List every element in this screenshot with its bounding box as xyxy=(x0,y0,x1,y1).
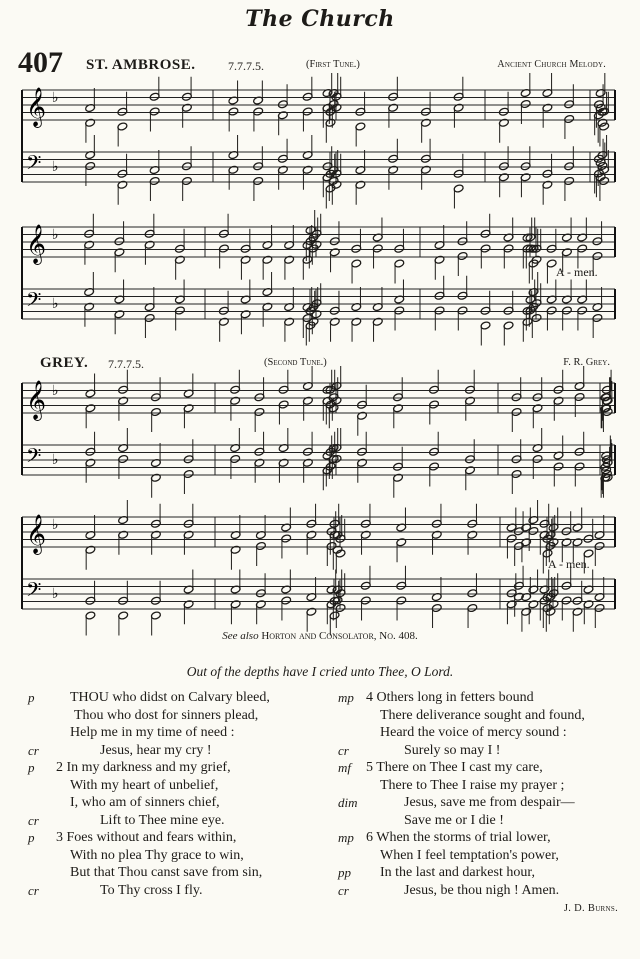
dynamic-marking: cr xyxy=(338,742,349,758)
dynamic-marking: mf xyxy=(338,760,351,775)
verse-line xyxy=(30,794,330,812)
tune-meter: 7.7.7.5. xyxy=(228,59,264,73)
verse-text: In the last and darkest hour, xyxy=(380,865,535,880)
composer-credit: F. R. Grey. xyxy=(563,357,610,368)
verse-line xyxy=(340,759,630,777)
verse-text: To Thy cross I fly. xyxy=(100,882,203,898)
verse-line xyxy=(340,794,630,812)
verse-text: Lift to Thee mine eye. xyxy=(100,812,225,828)
verse-line xyxy=(30,777,330,795)
dynamic-marking: mp xyxy=(338,830,354,845)
amen-lyric: A - men. xyxy=(548,557,590,571)
verse-text: There to Thee I raise my prayer ; xyxy=(380,777,565,793)
verse-text: Surely so may I ! xyxy=(404,742,501,758)
see-also-label: See also xyxy=(222,630,259,642)
verse-text: 6 When the storms of trial lower, xyxy=(366,830,551,845)
verse-line xyxy=(340,724,630,742)
verse-text: When I feel temptation's power, xyxy=(380,847,559,863)
verse-line xyxy=(340,742,630,760)
bass-clef-icon: 𝄢 xyxy=(26,288,42,316)
scripture-heading: Out of the depths have I cried unto Thee, O Lord. xyxy=(186,664,454,679)
treble-clef-icon: 𝄞 xyxy=(26,224,47,264)
verse-line xyxy=(30,882,330,900)
dynamic-marking: cr xyxy=(28,812,39,828)
verse-text: Jesus, be thou nigh ! Amen. xyxy=(404,882,560,898)
verse-text: I, who am of sinners chief, xyxy=(70,795,220,810)
flat-sign-icon: ♭ xyxy=(52,586,59,602)
verses-left-column xyxy=(30,689,330,899)
tune-name-grey: GREY. xyxy=(40,355,89,371)
verse-text: THOU who didst on Calvary bleed, xyxy=(70,690,270,705)
verse-text: 5 There on Thee I cast my care, xyxy=(366,760,543,775)
dynamic-marking: dim xyxy=(338,795,358,810)
see-also-note xyxy=(0,630,640,642)
treble-clef-icon: 𝄞 xyxy=(26,87,47,127)
bass-clef-icon: 𝄢 xyxy=(26,578,42,606)
verse-line xyxy=(30,759,330,777)
flat-sign-icon: ♭ xyxy=(52,296,59,312)
verse-text: Save me or I die ! xyxy=(404,812,504,828)
verse-line xyxy=(30,812,330,830)
verse-line xyxy=(30,864,330,882)
flat-sign-icon: ♭ xyxy=(52,452,59,468)
dynamic-marking: cr xyxy=(338,882,349,898)
verse-line xyxy=(30,724,330,742)
treble-clef-icon: 𝄞 xyxy=(26,514,47,554)
verse-text: 4 Others long in fetters bound xyxy=(366,690,534,705)
composer-credit: Ancient Church Melody. xyxy=(497,59,606,70)
flat-sign-icon: ♭ xyxy=(52,517,59,533)
bass-clef-icon: 𝄢 xyxy=(26,151,42,179)
dynamic-marking: cr xyxy=(28,882,39,898)
verse-line xyxy=(30,742,330,760)
verse-text: But that Thou canst save from sin, xyxy=(70,865,263,880)
dynamic-marking: p xyxy=(28,760,35,775)
verse-line xyxy=(340,829,630,847)
see-also-tunes: Horton and Consolator, No. 408. xyxy=(261,630,418,642)
verse-line xyxy=(30,707,330,725)
verse-line xyxy=(340,777,630,795)
dynamic-marking: cr xyxy=(28,742,39,758)
verse-text: There deliverance sought and found, xyxy=(380,707,585,723)
tune-meter: 7.7.7.5. xyxy=(108,357,144,371)
dynamic-marking: p xyxy=(28,690,35,705)
verse-line xyxy=(30,847,330,865)
verse-text: Heard the voice of mercy sound : xyxy=(380,725,567,740)
flat-sign-icon: ♭ xyxy=(52,383,59,399)
verse-line xyxy=(340,812,630,830)
flat-sign-icon: ♭ xyxy=(52,227,59,243)
verse-text: Help me in my time of need : xyxy=(70,725,235,740)
flat-sign-icon: ♭ xyxy=(52,159,59,175)
tune-name-st-ambrose: ST. AMBROSE. xyxy=(86,57,196,73)
verse-line xyxy=(340,689,630,707)
verse-text: 3 Foes without and fears within, xyxy=(56,830,237,845)
treble-clef-icon: 𝄞 xyxy=(26,380,47,420)
author-credit: J. D. Burns. xyxy=(563,903,618,914)
verse-text: Thou who dost for sinners plead, xyxy=(74,707,259,723)
running-header: The Church xyxy=(245,6,395,32)
flat-sign-icon: ♭ xyxy=(52,90,59,106)
verse-line xyxy=(30,689,330,707)
hymn-number: 407 xyxy=(18,46,63,79)
tune-label-first: (First Tune.) xyxy=(306,59,360,70)
verses-right-column xyxy=(340,689,630,899)
dynamic-marking: mp xyxy=(338,690,354,705)
verse-line xyxy=(340,707,630,725)
verse-text: 2 In my darkness and my grief, xyxy=(56,760,231,775)
amen-lyric: A - men. xyxy=(556,265,598,279)
verse-text: With my heart of unbelief, xyxy=(70,777,219,793)
bass-clef-icon: 𝄢 xyxy=(26,444,42,472)
dynamic-marking: p xyxy=(28,830,35,845)
verse-line xyxy=(340,847,630,865)
verse-text: Jesus, save me from despair— xyxy=(404,795,575,810)
verse-line xyxy=(340,882,630,900)
verse-line xyxy=(30,829,330,847)
dynamic-marking: pp xyxy=(338,865,351,880)
tune-label-second: (Second Tune.) xyxy=(264,357,327,368)
verse-text: With no plea Thy grace to win, xyxy=(70,847,244,863)
verse-line xyxy=(340,864,630,882)
verse-text: Jesus, hear my cry ! xyxy=(100,742,212,758)
